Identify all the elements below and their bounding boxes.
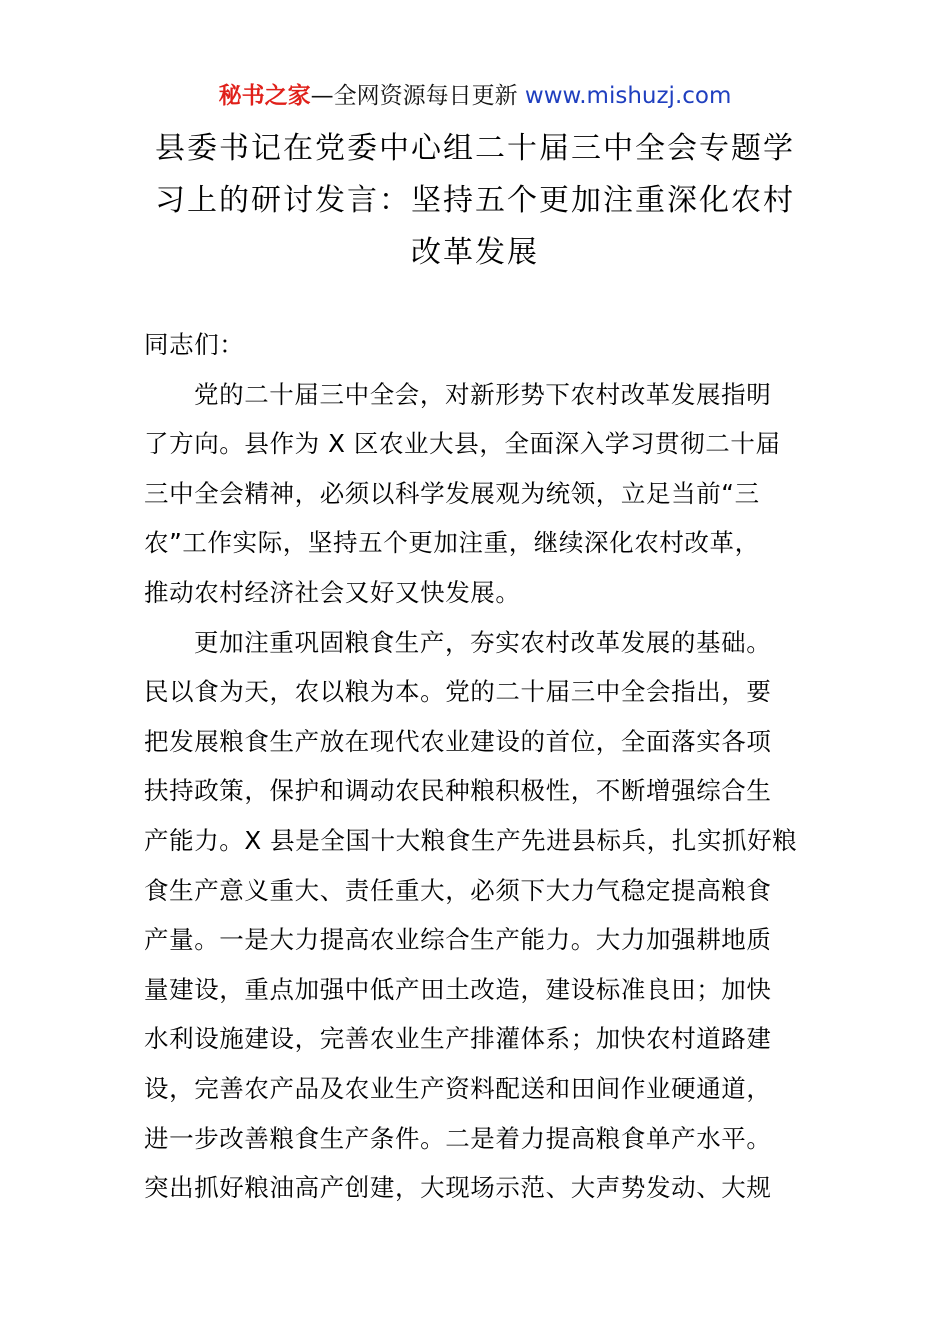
paragraph-line: 更加注重巩固粮食生产，夯实农村改革发展的基础。 bbox=[194, 627, 772, 657]
title-line: 习上的研讨发言：坚持五个更加注重深化农村 bbox=[155, 183, 795, 218]
paragraph-line: 量建设，重点加强中低产田土改造，建设标准良田；加快 bbox=[144, 974, 772, 1004]
paragraph-line: 三中全会精神，必须以科学发展观为统领，立足当前“三 bbox=[144, 478, 760, 508]
site-url-link[interactable]: www.mishuzj.com bbox=[524, 83, 732, 109]
title-line: 县委书记在党委中心组二十届三中全会专题学 bbox=[155, 131, 795, 166]
paragraph-line: 进一步改善粮食生产条件。二是着力提高粮食单产水平。 bbox=[144, 1123, 772, 1153]
paragraph-line: 民以食为天，农以粮为本。党的二十届三中全会指出，要 bbox=[144, 677, 772, 707]
paragraph-line: 突出抓好粮油高产创建，大现场示范、大声势发动、大规 bbox=[144, 1173, 772, 1203]
paragraph-line: 设，完善农产品及农业生产资料配送和田间作业硬通道， bbox=[144, 1073, 772, 1103]
header-tagline: —全网资源每日更新 bbox=[310, 83, 525, 109]
paragraph-line: 产量。一是大力提高农业综合生产能力。大力加强耕地质 bbox=[144, 925, 772, 955]
paragraph-line: 产能力。X 县是全国十大粮食生产先进县标兵，扎实抓好粮 bbox=[144, 825, 798, 855]
paragraph-line: 农”工作实际，坚持五个更加注重，继续深化农村改革， bbox=[144, 528, 760, 558]
paragraph-line: 党的二十届三中全会，对新形势下农村改革发展指明 bbox=[194, 379, 772, 409]
document-body bbox=[144, 320, 810, 1213]
paragraph-line: 水利设施建设，完善农业生产排灌体系；加快农村道路建 bbox=[144, 1024, 772, 1054]
paragraph-line: 了方向。县作为 X 区农业大县，全面深入学习贯彻二十届 bbox=[144, 429, 781, 459]
document-title bbox=[140, 123, 810, 279]
paragraph-line: 推动农村经济社会又好又快发展。 bbox=[144, 577, 521, 607]
brand-name: 秘书之家 bbox=[218, 83, 311, 109]
paragraph-line: 扶持政策，保护和调动农民种粮积极性，不断增强综合生 bbox=[144, 776, 772, 806]
paragraph-line: 把发展粮食生产放在现代农业建设的首位，全面落实各项 bbox=[144, 726, 772, 756]
salutation: 同志们： bbox=[144, 330, 245, 359]
site-header-banner bbox=[0, 80, 950, 112]
title-line: 改革发展 bbox=[411, 235, 539, 270]
paragraph-line: 食生产意义重大、责任重大，必须下大力气稳定提高粮食 bbox=[144, 875, 772, 905]
